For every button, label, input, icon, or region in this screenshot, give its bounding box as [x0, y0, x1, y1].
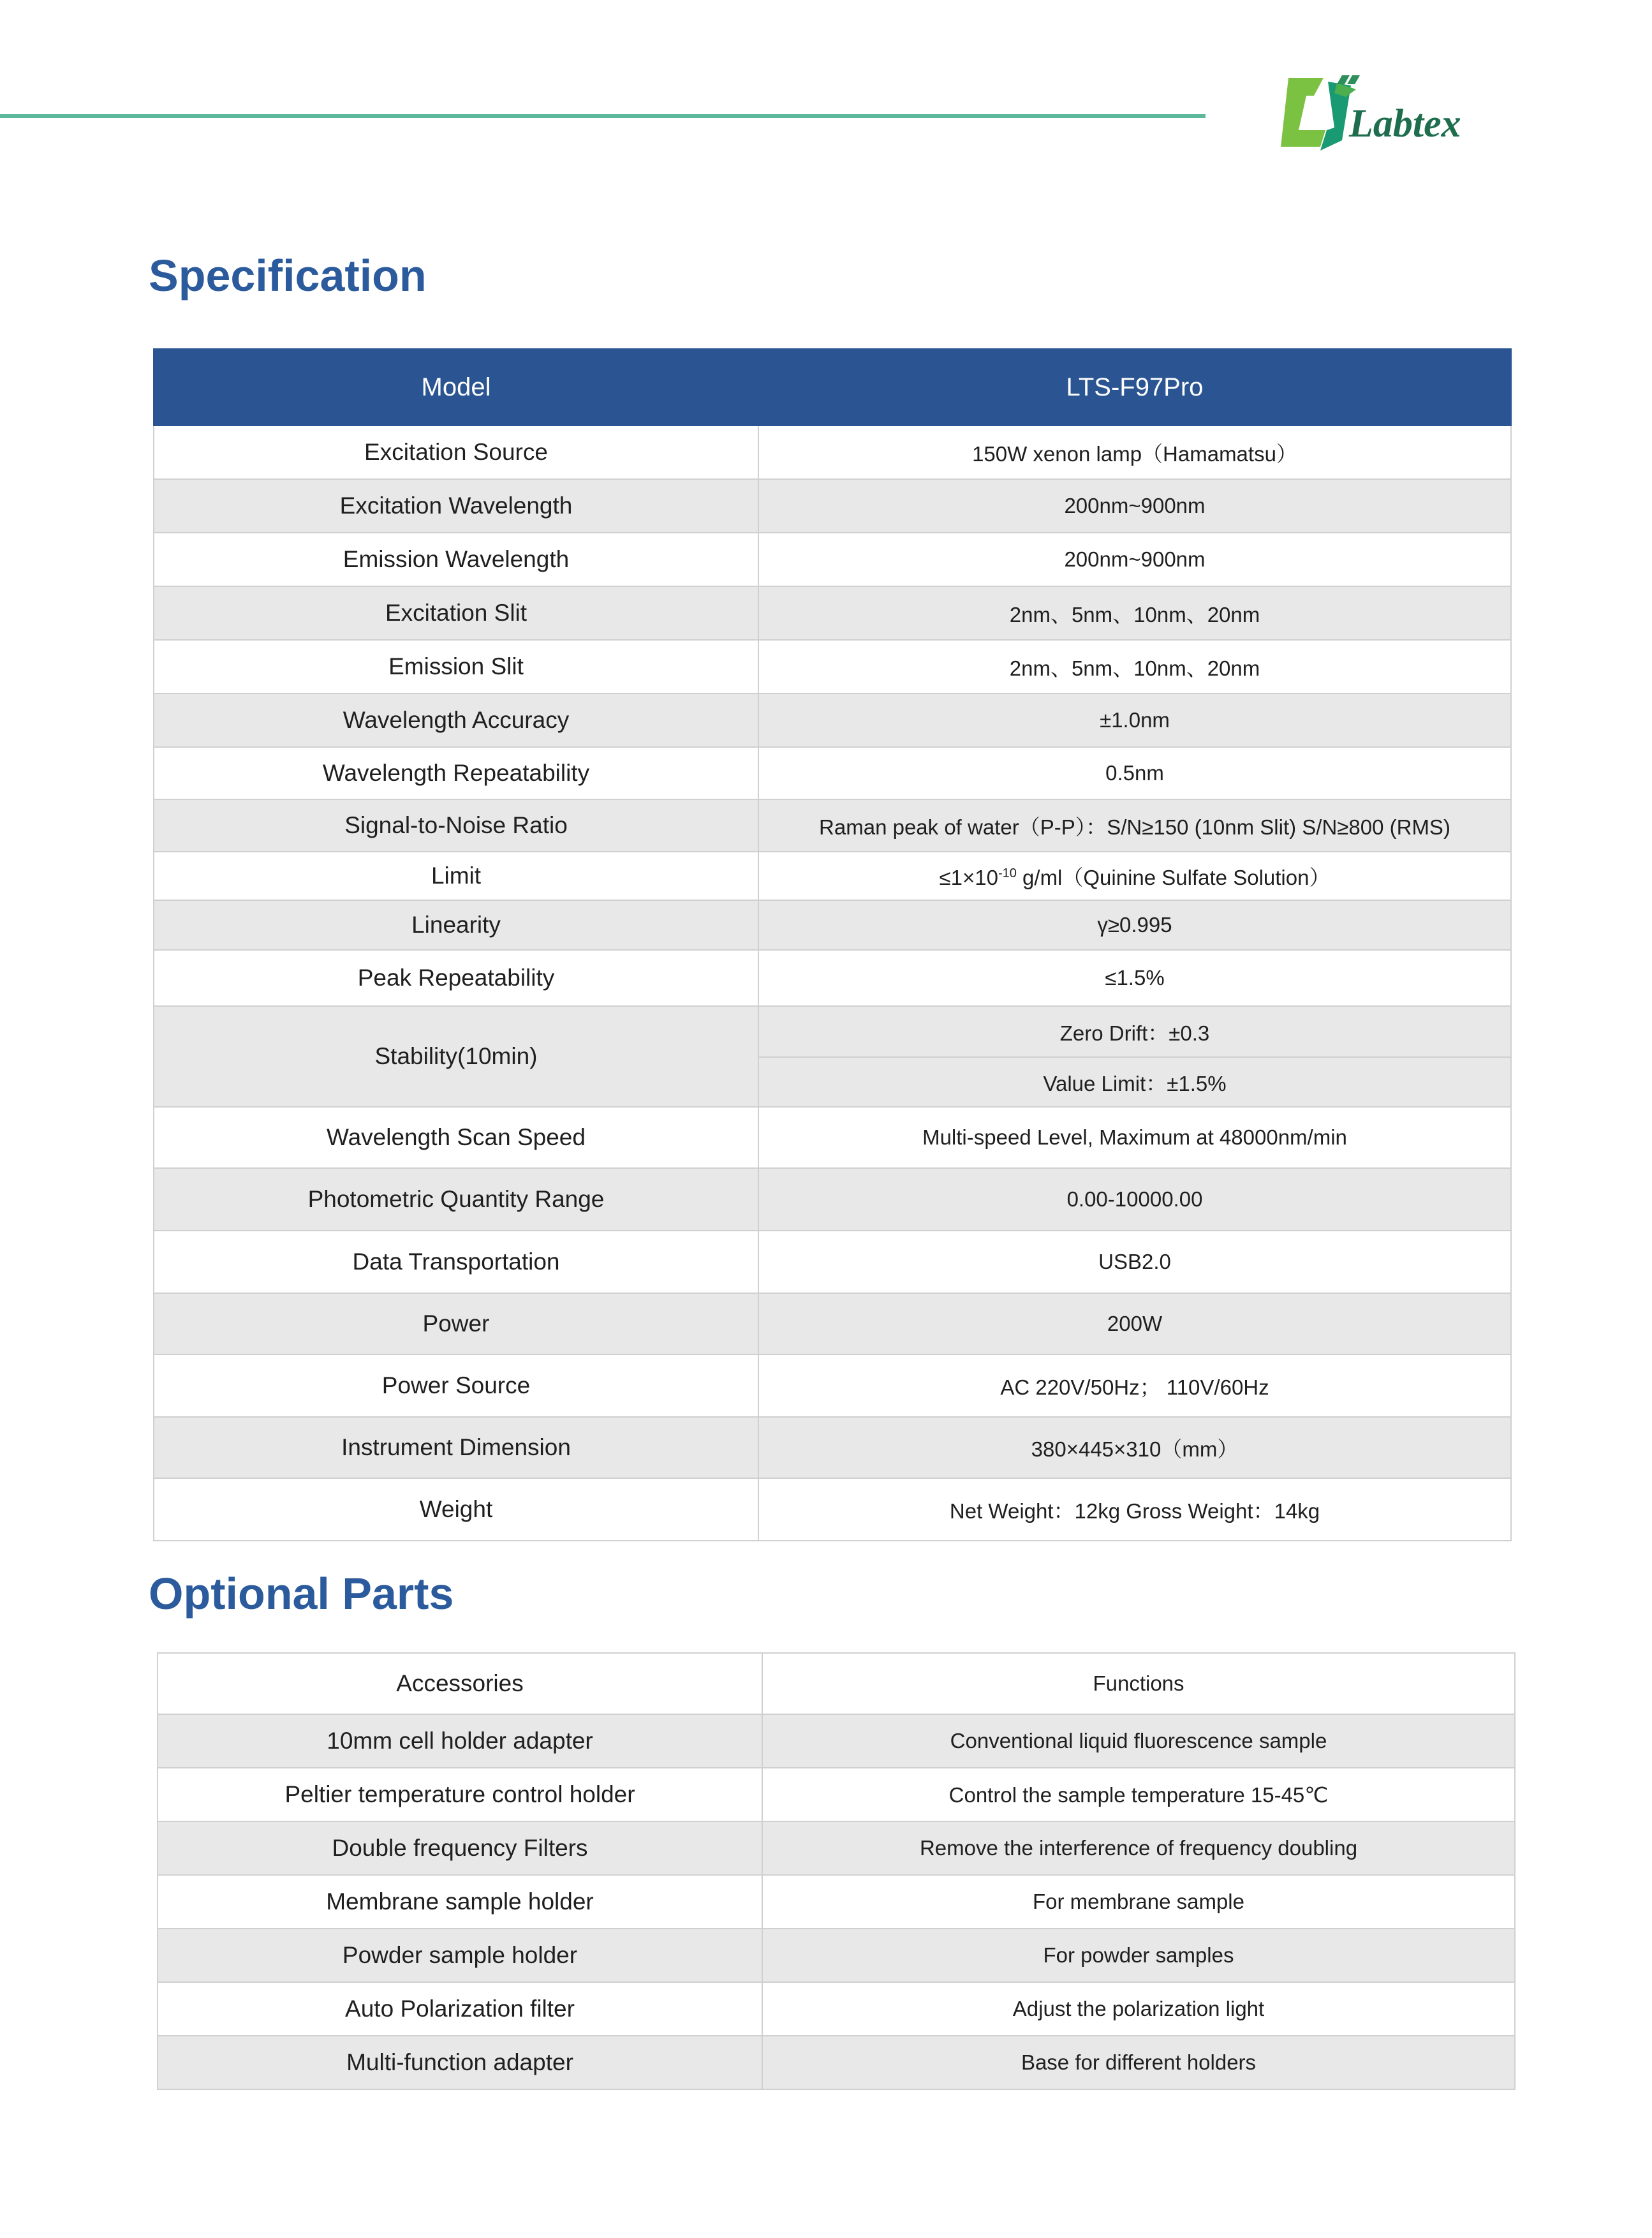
- spec-value: Net Weight：12kg Gross Weight：14kg: [758, 1478, 1511, 1541]
- spec-label: Linearity: [154, 900, 758, 950]
- spec-value: 150W xenon lamp（Hamamatsu）: [758, 426, 1511, 479]
- accessory-name: Double frequency Filters: [158, 1821, 762, 1875]
- spec-label: Wavelength Repeatability: [154, 747, 758, 799]
- accessory-name: Multi-function adapter: [158, 2036, 762, 2089]
- spec-label: Power: [154, 1293, 758, 1354]
- accessory-name: Auto Polarization filter: [158, 1982, 762, 2036]
- spec-label: Instrument Dimension: [154, 1417, 758, 1478]
- accessory-name: 10mm cell holder adapter: [158, 1714, 762, 1768]
- accessory-function: Adjust the polarization light: [762, 1982, 1515, 2036]
- optional-header-row: [158, 1653, 1515, 1714]
- spec-value: 380×445×310（mm）: [758, 1417, 1511, 1478]
- accessory-name: Membrane sample holder: [158, 1875, 762, 1929]
- accessory-name: Peltier temperature control holder: [158, 1768, 762, 1821]
- spec-label: Wavelength Accuracy: [154, 693, 758, 747]
- specification-table: [153, 348, 1512, 1541]
- table-header-row: [154, 349, 1511, 426]
- spec-label: Photometric Quantity Range: [154, 1168, 758, 1231]
- spec-value: Zero Drift：±0.3: [758, 1006, 1511, 1057]
- spec-label: Excitation Wavelength: [154, 479, 758, 533]
- spec-value: 0.5nm: [758, 747, 1511, 799]
- spec-label: Wavelength Scan Speed: [154, 1107, 758, 1168]
- spec-label: Data Transportation: [154, 1231, 758, 1293]
- spec-value: ≤1.5%: [758, 950, 1511, 1006]
- spec-value: Value Limit：±1.5%: [758, 1057, 1511, 1107]
- spec-value: 200W: [758, 1293, 1511, 1354]
- spec-value: γ≥0.995: [758, 900, 1511, 950]
- optional-parts-title: Optional Parts: [149, 1569, 454, 1619]
- accessory-function: Base for different holders: [762, 2036, 1515, 2089]
- spec-label: Stability(10min): [154, 1006, 758, 1107]
- spec-label: Power Source: [154, 1354, 758, 1417]
- spec-value: USB2.0: [758, 1231, 1511, 1293]
- specification-title: Specification: [149, 251, 427, 300]
- accessory-name: Powder sample holder: [158, 1929, 762, 1982]
- spec-value: 200nm~900nm: [758, 479, 1511, 533]
- spec-label: Emission Slit: [154, 640, 758, 693]
- accessory-function: For powder samples: [762, 1929, 1515, 1982]
- model-header: Model: [154, 349, 758, 426]
- spec-value: 0.00-10000.00: [758, 1168, 1511, 1231]
- spec-label: Excitation Source: [154, 426, 758, 479]
- spec-value: 200nm~900nm: [758, 533, 1511, 586]
- spec-value: ±1.0nm: [758, 693, 1511, 747]
- optional-parts-table: [157, 1652, 1516, 2090]
- accessory-function: Remove the interference of frequency doubling: [762, 1821, 1515, 1875]
- model-value-header: LTS-F97Pro: [758, 349, 1511, 426]
- spec-label: Excitation Slit: [154, 586, 758, 640]
- svg-text:Labtex: Labtex: [1349, 102, 1461, 145]
- spec-label: Emission Wavelength: [154, 533, 758, 586]
- spec-value: 2nm、5nm、10nm、20nm: [758, 586, 1511, 640]
- limit-value-unit: g/ml（Quinine Sulfate Solution）: [1016, 865, 1331, 889]
- limit-value-base: ≤1×10: [939, 865, 998, 889]
- accessories-header: Accessories: [158, 1653, 762, 1714]
- spec-value: Multi-speed Level, Maximum at 48000nm/min: [758, 1107, 1511, 1168]
- labtex-logo: [1276, 71, 1512, 161]
- spec-value: [758, 852, 1511, 900]
- spec-label: Signal-to-Noise Ratio: [154, 799, 758, 852]
- accessory-function: Control the sample temperature 15-45℃: [762, 1768, 1515, 1821]
- functions-header: Functions: [762, 1653, 1515, 1714]
- limit-value-exponent: -10: [998, 866, 1017, 880]
- spec-label: Weight: [154, 1478, 758, 1541]
- spec-label: Peak Repeatability: [154, 950, 758, 1006]
- spec-value: AC 220V/50Hz； 110V/60Hz: [758, 1354, 1511, 1417]
- accessory-function: Conventional liquid fluorescence sample: [762, 1714, 1515, 1768]
- spec-label: Limit: [154, 852, 758, 900]
- accessory-function: For membrane sample: [762, 1875, 1515, 1929]
- spec-value: Raman peak of water（P-P）：S/N≥150 (10nm Slit) S/N≥800 (RMS): [758, 799, 1511, 852]
- spec-value: 2nm、5nm、10nm、20nm: [758, 640, 1511, 693]
- header-rule: [0, 114, 1206, 118]
